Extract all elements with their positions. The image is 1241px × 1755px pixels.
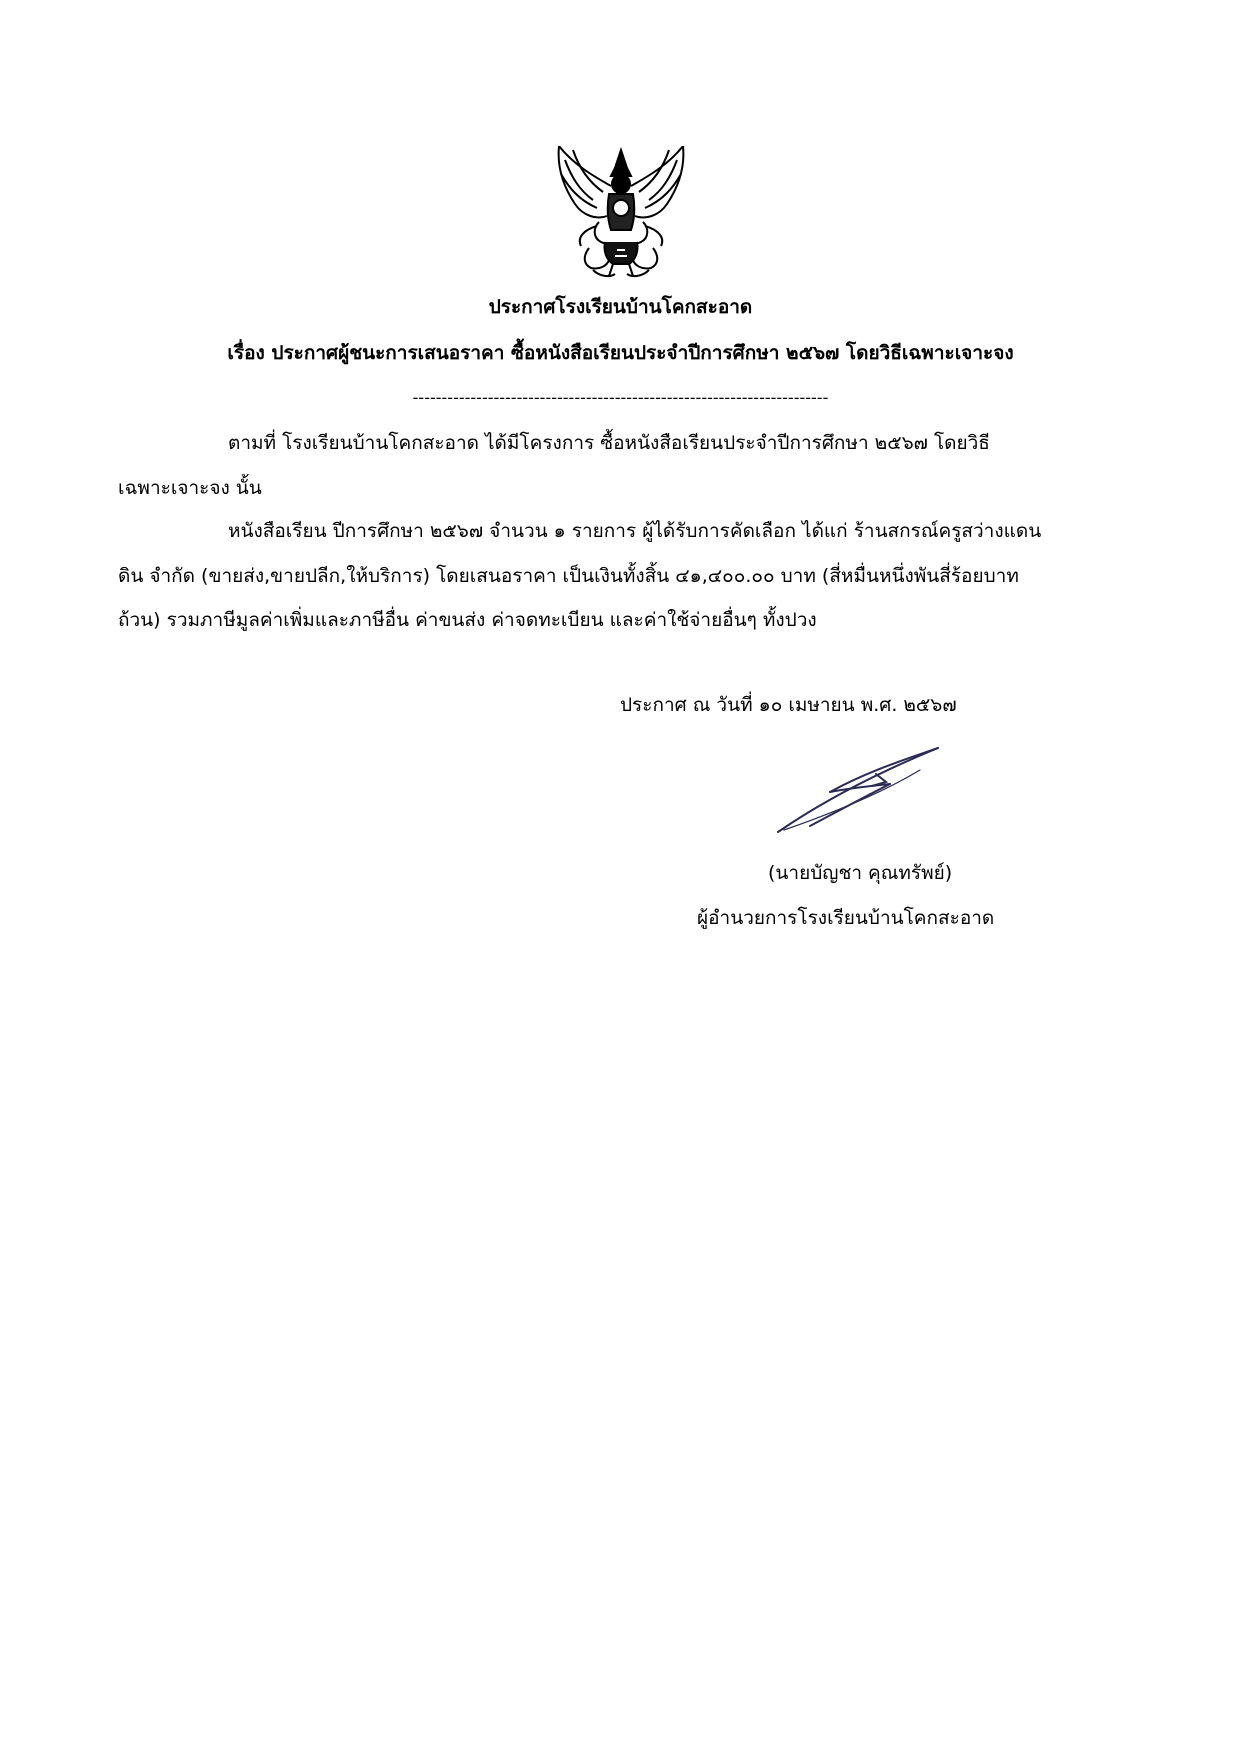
paragraph-2-line-3: ถ้วน) รวมภาษีมูลค่าเพิ่มและภาษีอื่น ค่าขนส่ง ค่าจดทะเบียน และค่าใช้จ่ายอื่นๆ ทั้งปวง	[118, 609, 817, 631]
garuda-emblem-icon	[553, 146, 689, 280]
paragraph-2-line-1: หนังสือเรียน ปีการศึกษา ๒๕๖๗ จำนวน ๑ รายการ ผู้ได้รับการคัดเลือก ได้แก่ ร้านสกรณ์ครูสว่างแดน	[228, 520, 1042, 542]
signer-position: ผู้อำนวยการโรงเรียนบ้านโคกสะอาด	[697, 907, 995, 929]
announce-date: ประกาศ ณ วันที่ ๑๐ เมษายน พ.ศ. ๒๕๖๗	[620, 694, 957, 716]
paragraph-2-line-2: ดิน จำกัด (ขายส่ง,ขายปลีก,ให้บริการ) โดยเสนอราคา เป็นเงินทั้งสิ้น ๔๑,๔๐๐.๐๐ บาท (สี่หมื่นหนึ่งพันสี่ร้อยบาท	[118, 565, 1019, 587]
document-subject: เรื่อง ประกาศผู้ชนะการเสนอราคา ซื้อหนังสือเรียนประจำปีการศึกษา ๒๕๖๗ โดยวิธีเฉพาะเจาะจง	[227, 342, 1014, 364]
signature-icon	[770, 740, 940, 840]
document-title: ประกาศโรงเรียนบ้านโคกสะอาด	[488, 296, 753, 318]
paragraph-1-line-1: ตามที่ โรงเรียนบ้านโคกสะอาด ได้มีโครงการ ซื้อหนังสือเรียนประจำปีการศึกษา ๒๕๖๗ โดยวิธี	[228, 432, 990, 454]
paragraph-1-line-2: เฉพาะเจาะจง นั้น	[118, 477, 262, 499]
signer-name: (นายบัญชา คุณทรัพย์)	[768, 862, 953, 884]
separator-line: ------------------------------------------------------------------------	[412, 388, 829, 407]
